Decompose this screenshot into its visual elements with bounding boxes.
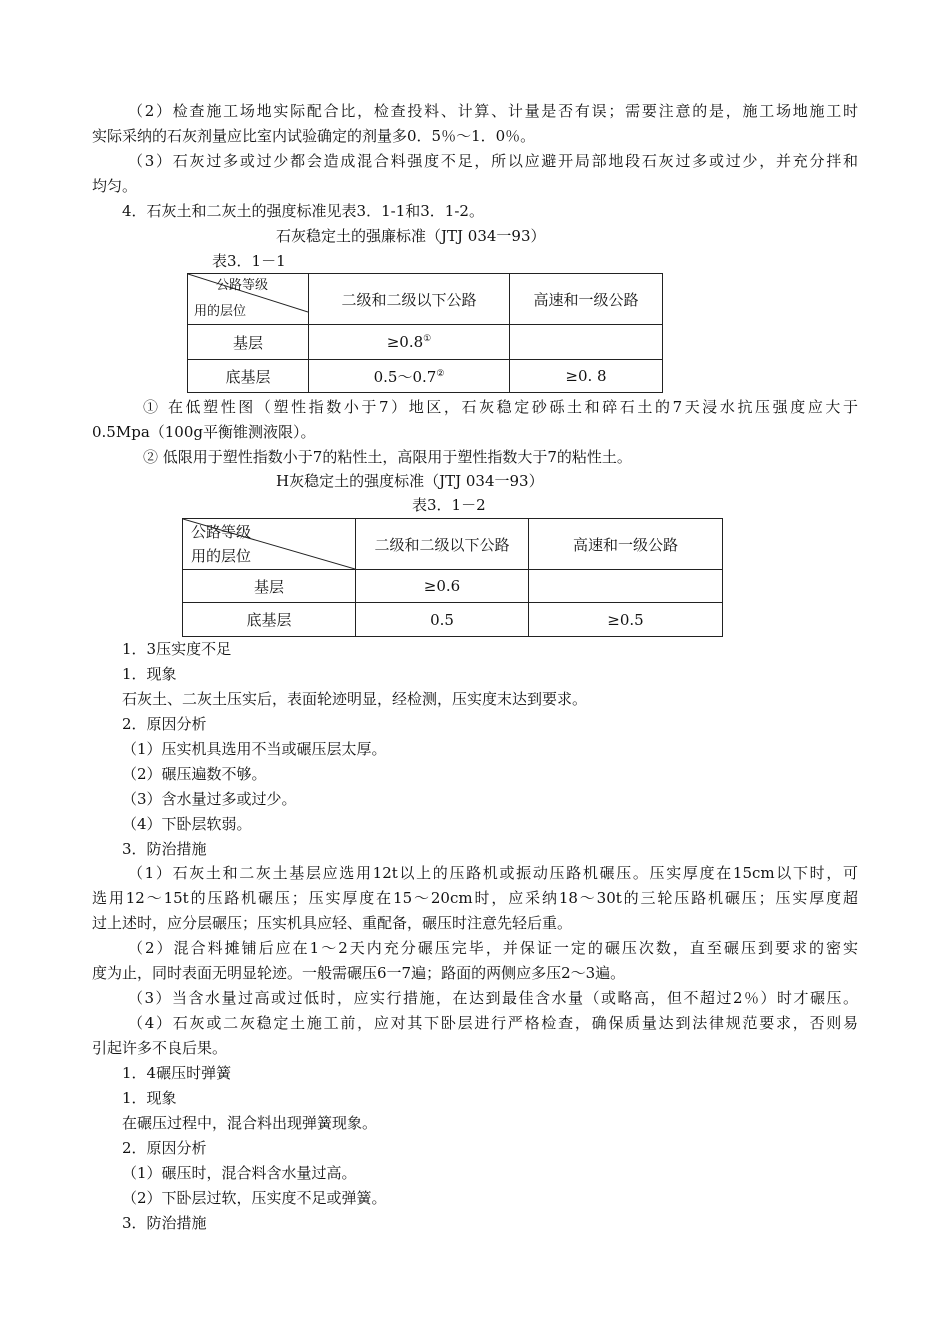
- footnote-mark: ①: [423, 334, 432, 344]
- paragraph-line: 过上述时，应分层碾压；压实机具应轻、重配备，碾压时注意先轻后重。: [92, 914, 573, 932]
- table-label: 表3．1－2: [412, 496, 486, 514]
- table-cell: ≥0.6: [356, 570, 529, 603]
- footnote-line: ① 在低塑性图（塑性指数小于7）地区，石灰稳定砂砾土和碎石土的7天浸水抗压强度应大于: [143, 398, 858, 416]
- paragraph-line: 引起许多不良后果。: [92, 1039, 228, 1057]
- column-header: 高速和一级公路: [529, 519, 723, 570]
- paragraph-line: 实际采纳的石灰剂量应比室内试验确定的剂量多0．5％～1．0％。: [92, 127, 536, 145]
- table-cell: ≥0.8①: [309, 325, 510, 360]
- footnote-line: 0.5Mpa（100g平衡锥测液限）。: [92, 423, 316, 441]
- subheading: 2．原因分析: [122, 715, 207, 733]
- list-item: （2）下卧层过软，压实度不足或弹簧。: [122, 1189, 387, 1207]
- corner-header-top: 公路等级: [216, 278, 269, 293]
- footnote-mark: ②: [436, 368, 445, 379]
- paragraph-line: 均匀。: [92, 177, 138, 195]
- table-corner-cell: [183, 519, 356, 570]
- corner-header-bottom: 用的层位: [194, 304, 247, 319]
- table-cell: 0.5～0.7②: [309, 360, 510, 393]
- paragraph-line: 选用12～15t的压路机碾压；压实厚度在15～20cm时，应采纳18～30t的三轮压路机碾压；压实厚度超: [92, 889, 858, 907]
- paragraph-line: （1）石灰土和二灰土基层应选用12t以上的压路机或振动压路机碾压。压实厚度在15cm以下时，可: [128, 864, 858, 882]
- row-header: 基层: [188, 325, 309, 360]
- list-item: （1）碾压时，混合料含水量过高。: [122, 1164, 357, 1182]
- table-cell: 0.5: [356, 603, 529, 637]
- paragraph-line: 度为止，同时表面无明显轮迹。一般需碾压6一7遍；路面的两侧应多压2～3遍。: [92, 964, 626, 982]
- table-label: 表3．1－1: [212, 252, 286, 270]
- list-item: （4）下卧层软弱。: [122, 815, 252, 833]
- section-heading: 1．3压实度不足: [122, 640, 232, 658]
- strength-table-2: [182, 518, 723, 637]
- paragraph-line: （3）石灰过多或过少都会造成混合料强度不足，所以应避开局部地段石灰过多或过少，并充分拌和: [128, 152, 858, 170]
- subheading: 1．现象: [122, 1089, 177, 1107]
- subheading: 3．防治措施: [122, 840, 207, 858]
- column-header: 高速和一级公路: [510, 274, 663, 325]
- table-title: 石灰稳定土的强廉标准（JTJ 034一93）: [276, 227, 546, 245]
- row-header: 底基层: [188, 360, 309, 393]
- paragraph-line: 4．石灰土和二灰土的强度标准见表3．1-1和3．1-2。: [122, 202, 484, 220]
- table-cell: [529, 570, 723, 603]
- list-item: （2）碾压遍数不够。: [122, 765, 267, 783]
- paragraph-line: （2）检查施工场地实际配合比，检查投料、计算、计量是否有误；需要注意的是，施工场地施工时: [128, 102, 858, 120]
- paragraph-line: （3）当含水量过高或过低时，应实行措施，在达到最佳含水量（或略高，但不超过2％）时才碾压。: [128, 989, 858, 1007]
- row-header: 底基层: [183, 603, 356, 637]
- list-item: （1）压实机具选用不当或碾压层太厚。: [122, 740, 387, 758]
- paragraph-line: 在碾压过程中，混合料出现弹簧现象。: [122, 1114, 378, 1132]
- section-heading: 1．4碾压时弹簧: [122, 1064, 232, 1082]
- list-item: （3）含水量过多或过少。: [122, 790, 297, 808]
- paragraph-line: （4）石灰或二灰稳定土施工前，应对其下卧层进行严格检查，确保质量达到法律规范要求，否则易: [128, 1014, 858, 1032]
- paragraph-line: （2）混合料摊铺后应在1～2天内充分碾压完毕，并保证一定的碾压次数，直至碾压到要求的密实: [128, 939, 858, 957]
- table-cell: ≥0. 8: [510, 360, 663, 393]
- column-header: 二级和二级以下公路: [356, 519, 529, 570]
- corner-header-bottom: 用的层位: [191, 547, 252, 565]
- subheading: 1．现象: [122, 665, 177, 683]
- table-cell: ≥0.5: [529, 603, 723, 637]
- corner-header-top: 公路等级: [191, 523, 252, 541]
- paragraph-line: 石灰土、二灰土压实后，表面轮迹明显，经检测，压实度末达到要求。: [122, 690, 588, 708]
- subheading: 3．防治措施: [122, 1214, 207, 1232]
- strength-table-1: [187, 273, 663, 393]
- footnote-line: ② 低限用于塑性指数小于7的粘性土，高限用于塑性指数大于7的粘性土。: [143, 448, 632, 466]
- row-header: 基层: [183, 570, 356, 603]
- table-title: H灰稳定土的强度标准（JTJ 034一93）: [276, 472, 544, 490]
- table-corner-cell: [188, 274, 309, 325]
- subheading: 2．原因分析: [122, 1139, 207, 1157]
- column-header: 二级和二级以下公路: [309, 274, 510, 325]
- table-cell: [510, 325, 663, 360]
